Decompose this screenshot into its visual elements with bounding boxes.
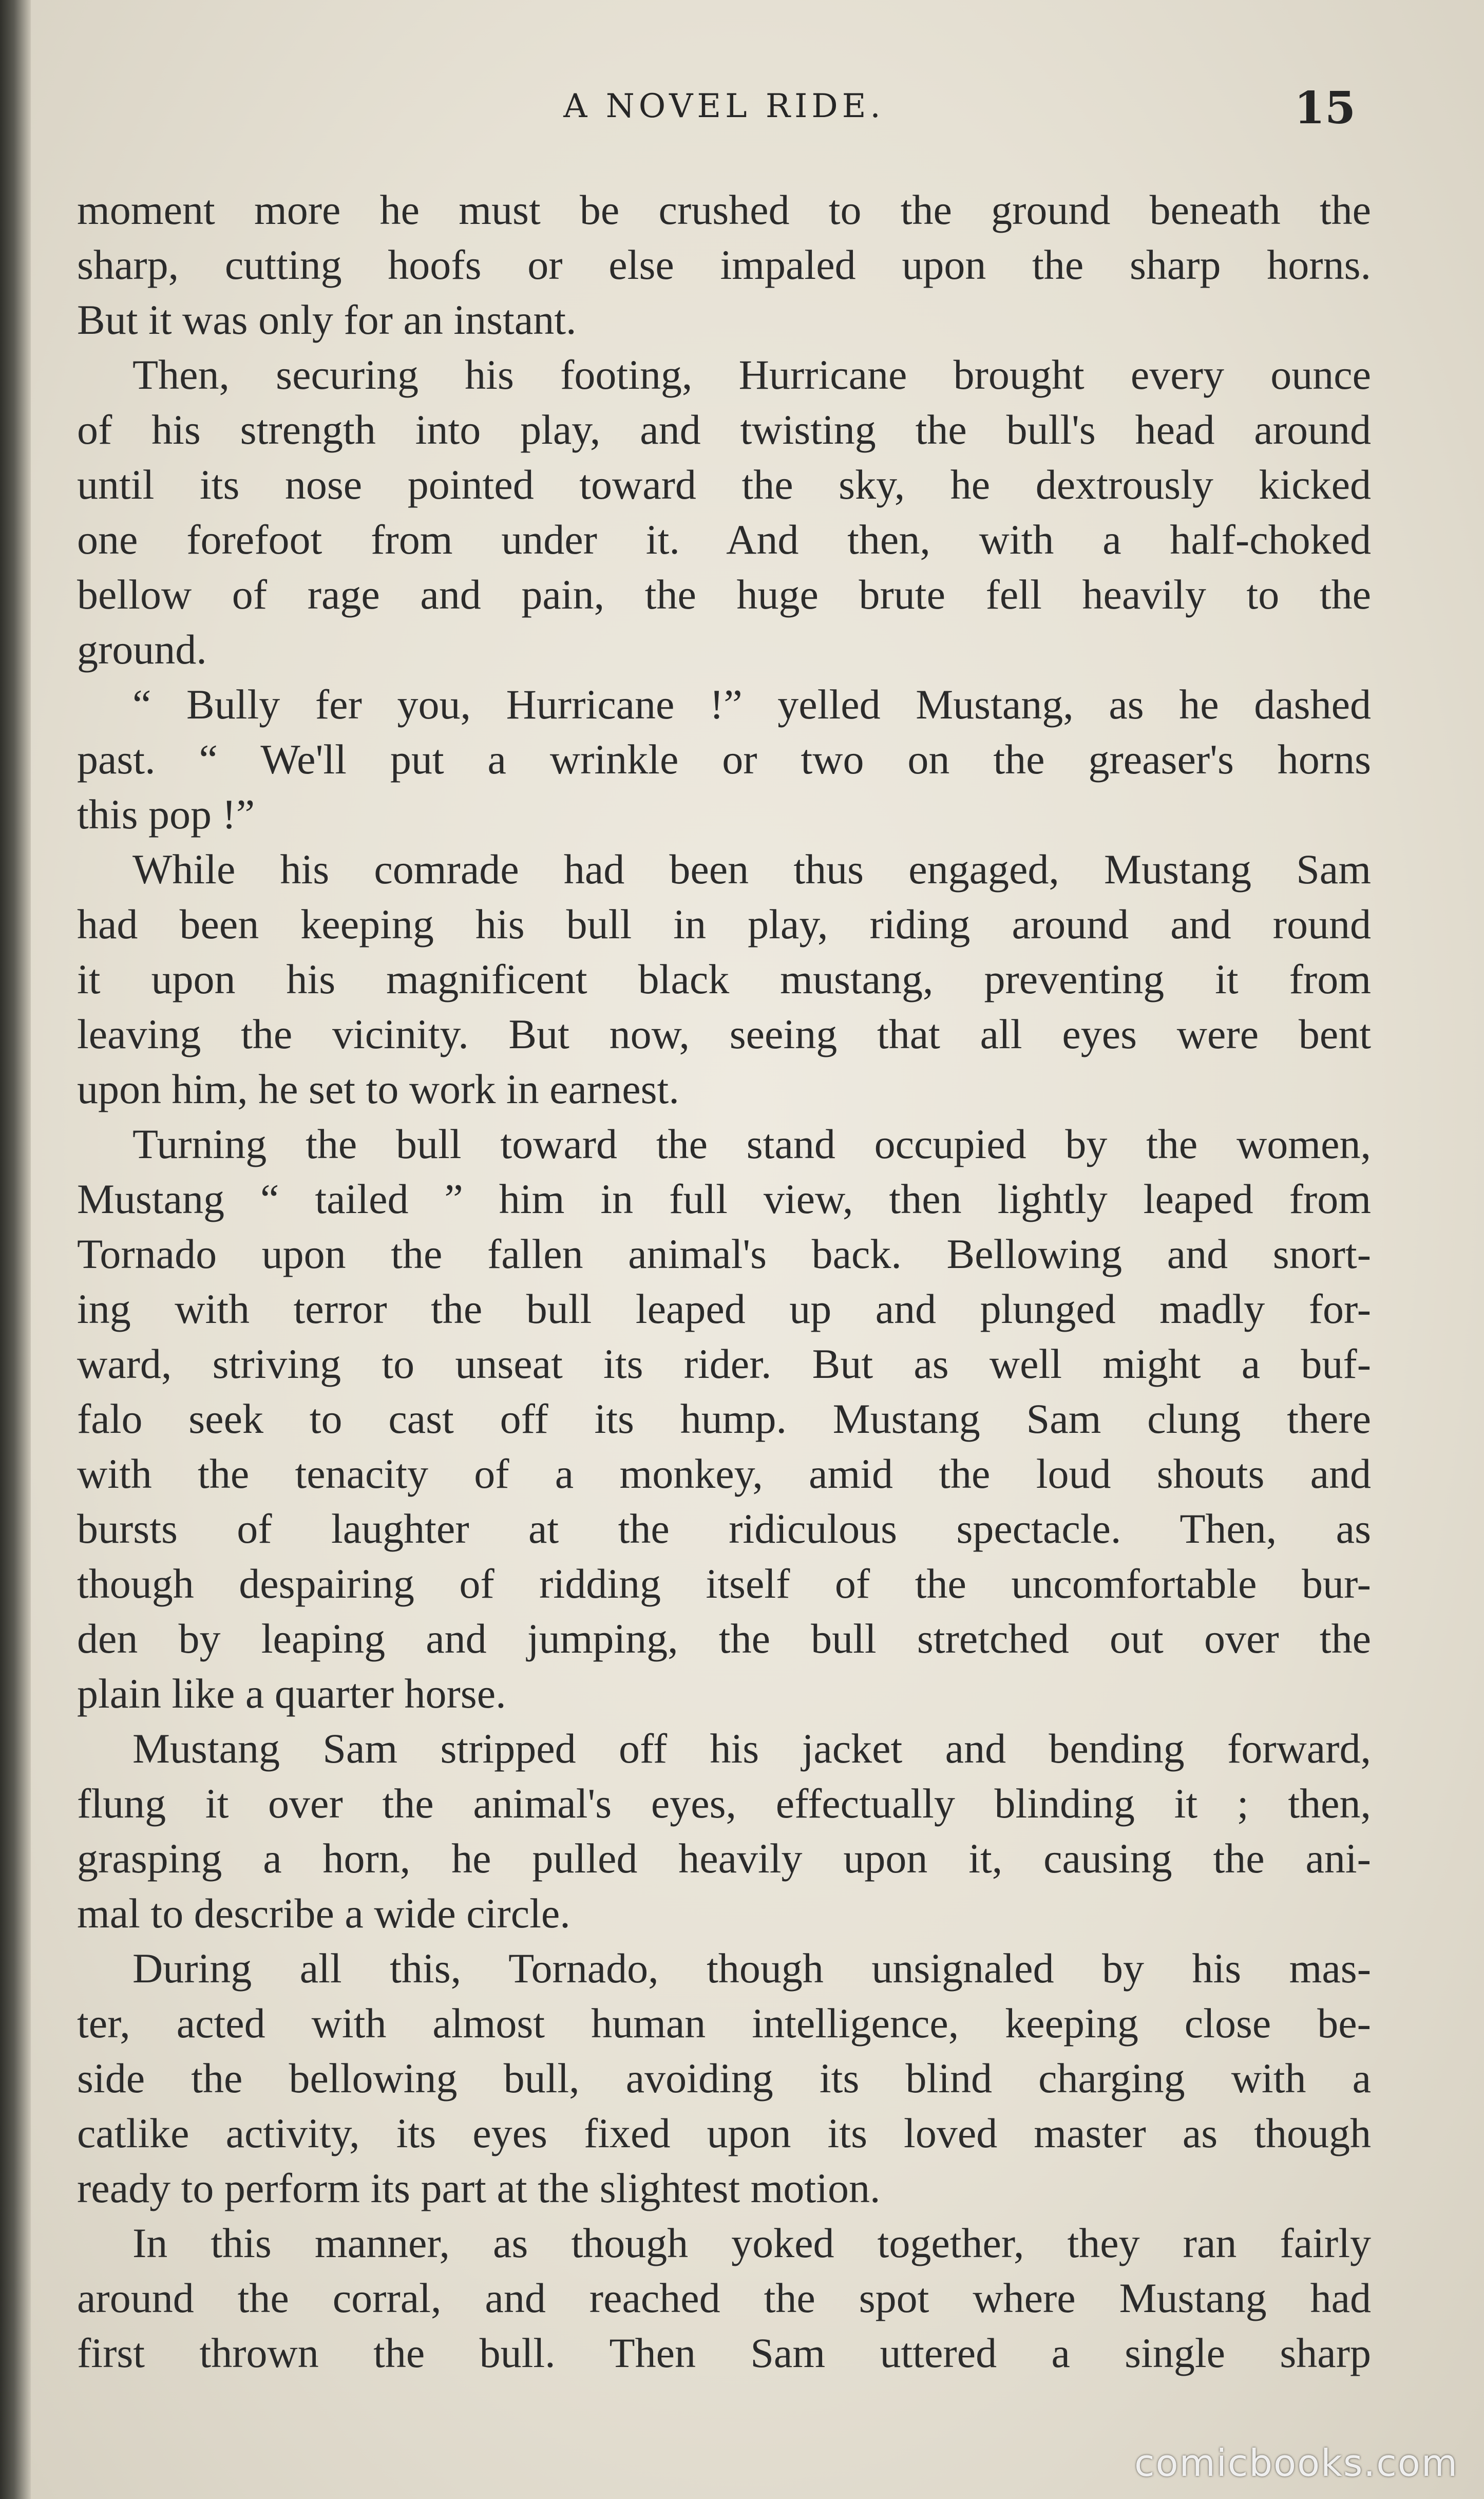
- text-line: sharp, cutting hoofs or else impaled upon the sharp horns.: [77, 241, 1371, 288]
- text-line: bursts of laughter at the ridiculous spectacle. Then, as: [77, 1505, 1371, 1552]
- text-line: side the bellowing bull, avoiding its blind charging with a: [77, 2055, 1371, 2102]
- text-line: Mustang “ tailed ” him in full view, then lightly leaped from: [77, 1176, 1371, 1222]
- paragraph: [77, 677, 1371, 842]
- page-header: [77, 82, 1371, 139]
- text-line: grasping a horn, he pulled heavily upon it, causing the ani-: [77, 1835, 1371, 1882]
- text-line: Then, securing his footing, Hurricane brought every ounce: [132, 351, 1371, 398]
- text-line: While his comrade had been thus engaged, Mustang Sam: [132, 846, 1371, 893]
- text-line: ter, acted with almost human intelligence, keeping close be-: [77, 2000, 1371, 2047]
- paragraph: [77, 1116, 1371, 1721]
- paragraph: [77, 1941, 1371, 2216]
- text-line: plain like a quarter horse.: [77, 1670, 506, 1717]
- text-line: ready to perform its part at the slightest motion.: [77, 2165, 881, 2211]
- paragraph: [77, 1721, 1371, 1941]
- text-line: In this manner, as though yoked together, they ran fairly: [132, 2220, 1371, 2266]
- text-line: flung it over the animal's eyes, effectually blinding it ; then,: [77, 1780, 1371, 1827]
- body-text: [77, 182, 1371, 2380]
- text-line: “ Bully fer you, Hurricane !” yelled Mustang, as he dashed: [132, 681, 1371, 728]
- text-line: though despairing of ridding itself of the uncomfortable bur-: [77, 1560, 1371, 1607]
- text-line: Tornado upon the fallen animal's back. Bellowing and snort-: [77, 1230, 1371, 1277]
- paragraph: [77, 2216, 1371, 2380]
- text-line: Turning the bull toward the stand occupied by the women,: [132, 1121, 1371, 1167]
- text-line: mal to describe a wide circle.: [77, 1890, 570, 1937]
- text-line: it upon his magnificent black mustang, preventing it from: [77, 956, 1371, 1002]
- page-gutter-shadow: [0, 0, 31, 2499]
- text-line: ground.: [77, 626, 207, 673]
- text-line: ing with terror the bull leaped up and plunged madly for-: [77, 1285, 1371, 1332]
- text-line: had been keeping his bull in play, riding around and round: [77, 901, 1371, 948]
- text-line: around the corral, and reached the spot where Mustang had: [77, 2275, 1371, 2321]
- text-line: this pop !”: [77, 791, 255, 838]
- text-line: But it was only for an instant.: [77, 296, 577, 343]
- text-line: moment more he must be crushed to the ground beneath the: [77, 186, 1371, 233]
- text-line: catlike activity, its eyes fixed upon its loved master as though: [77, 2110, 1371, 2156]
- text-line: leaving the vicinity. But now, seeing that all eyes were bent: [77, 1011, 1371, 1057]
- text-line: of his strength into play, and twisting the bull's head around: [77, 406, 1371, 453]
- paragraph: [77, 347, 1371, 677]
- paragraph: [77, 842, 1371, 1116]
- watermark: comicbooks.com: [1134, 2441, 1458, 2485]
- text-line: falo seek to cast off its hump. Mustang Sam clung there: [77, 1395, 1371, 1442]
- text-line: ward, striving to unseat its rider. But as well might a buf-: [77, 1340, 1371, 1387]
- text-line: Mustang Sam stripped off his jacket and bending forward,: [132, 1725, 1371, 1772]
- running-head: A NOVEL RIDE.: [563, 87, 885, 125]
- text-line: During all this, Tornado, though unsignaled by his mas-: [132, 1945, 1371, 1992]
- text-line: past. “ We'll put a wrinkle or two on the greaser's horns: [77, 736, 1371, 783]
- text-line: upon him, he set to work in earnest.: [77, 1066, 679, 1112]
- text-line: den by leaping and jumping, the bull stretched out over the: [77, 1615, 1371, 1662]
- text-line: with the tenacity of a monkey, amid the loud shouts and: [77, 1450, 1371, 1497]
- text-line: until its nose pointed toward the sky, he dextrously kicked: [77, 461, 1371, 508]
- text-line: first thrown the bull. Then Sam uttered a single sharp: [77, 2330, 1371, 2376]
- text-line: bellow of rage and pain, the huge brute fell heavily to the: [77, 571, 1371, 618]
- page-number: 15: [1294, 82, 1356, 134]
- text-line: one forefoot from under it. And then, with a half-choked: [77, 516, 1371, 563]
- paragraph: [77, 182, 1371, 347]
